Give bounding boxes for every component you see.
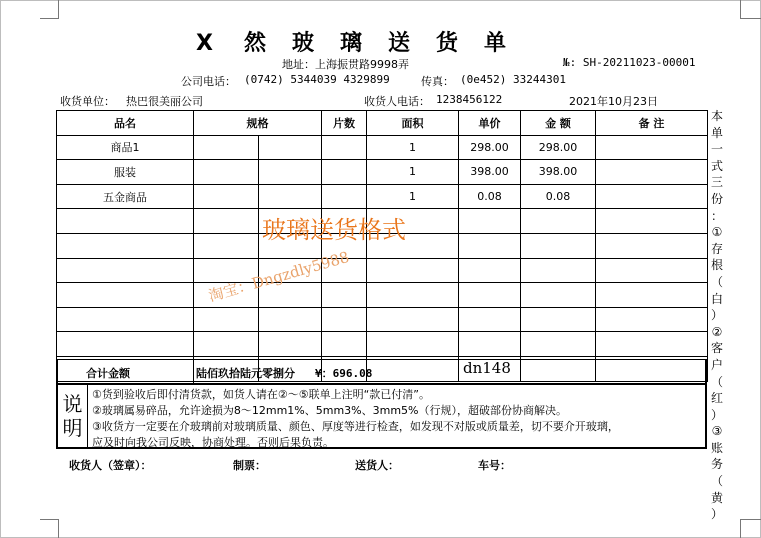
- col-header-area: 面积: [367, 111, 459, 136]
- cell-remarks: [596, 283, 708, 308]
- cell-amount: [521, 307, 596, 332]
- document-number: №: SH-20211023-00001: [563, 56, 696, 69]
- notes-section: [56, 385, 707, 449]
- cell-area: [367, 332, 459, 357]
- table-row: [57, 283, 708, 308]
- total-row: [56, 359, 707, 385]
- cell-spec: [194, 209, 259, 234]
- cell-amount: [521, 332, 596, 357]
- cell-spec-sub: [259, 307, 322, 332]
- cell-unit-price: 298.00: [459, 135, 521, 160]
- cell-remarks: [596, 160, 708, 185]
- receiver-unit: 热巴很美丽公司: [126, 95, 203, 108]
- fax-label: 传真：: [421, 75, 454, 88]
- car-number-label: 车号：: [478, 459, 511, 472]
- cell-pieces: [322, 135, 367, 160]
- col-header-amount: 金 额: [521, 111, 596, 136]
- note-line: ①货到验收后即付清货款，如货人请在②～⑤联单上注明“款已付清”。: [92, 388, 430, 401]
- cell-remarks: [596, 233, 708, 258]
- cell-unit-price: [459, 258, 521, 283]
- cell-name: [57, 258, 194, 283]
- cell-remarks: [596, 209, 708, 234]
- cell-unit-price: [459, 283, 521, 308]
- notes-text: [92, 387, 706, 451]
- total-amount-words: 陆佰玖拾陆元零捌分: [196, 367, 295, 380]
- cell-spec: [194, 160, 259, 185]
- cell-pieces: [322, 160, 367, 185]
- cell-name: 服装: [57, 160, 194, 185]
- total-divider: [193, 360, 194, 384]
- cell-amount: 398.00: [521, 160, 596, 185]
- table-header-row: [57, 111, 708, 136]
- title-char: 货: [436, 31, 459, 56]
- cell-area: [367, 283, 459, 308]
- receiver-signature-label: 收货人（签章）：: [69, 459, 152, 472]
- note-line: ②玻璃属易碎品，允许途损为8～12mm1%、5mm3%、3mm5%（行规），超破部份协商解决。: [92, 404, 567, 417]
- cell-remarks: [596, 332, 708, 357]
- cell-name: [57, 209, 194, 234]
- col-header-unit-price: 单价: [459, 111, 521, 136]
- watermark-title: 玻璃送货格式: [262, 216, 406, 244]
- cell-amount: [521, 233, 596, 258]
- title-char: X: [196, 31, 213, 56]
- note-line: 应及时向我公司反映，协商处理。否则后果负责。: [92, 436, 334, 449]
- total-amount: ¥：696.08: [315, 367, 373, 380]
- cell-amount: 0.08: [521, 184, 596, 209]
- cell-name: 商品1: [57, 135, 194, 160]
- cell-unit-price: [459, 332, 521, 357]
- cell-amount: 298.00: [521, 135, 596, 160]
- date: 2021年10月23日: [569, 95, 658, 108]
- cell-spec: [194, 307, 259, 332]
- company-phone-label: 公司电话：: [181, 75, 236, 88]
- receiver-unit-label: 收货单位：: [60, 95, 115, 108]
- cell-spec-sub: [259, 184, 322, 209]
- title-char: 然: [244, 31, 267, 56]
- cell-spec-sub: [259, 160, 322, 185]
- title-char: 单: [484, 31, 507, 56]
- notes-label: 说 明: [58, 385, 88, 447]
- maker-label: 制票：: [233, 459, 266, 472]
- crop-mark-bottom-left: [40, 519, 59, 538]
- receiver-phone: 1238456122: [436, 93, 503, 106]
- cell-spec-sub: [259, 332, 322, 357]
- watermark-shop: 淘宝：Dngzdly5988: [206, 247, 352, 306]
- cell-area: 1: [367, 184, 459, 209]
- cell-name: [57, 233, 194, 258]
- crop-mark-top-left: [40, 0, 59, 19]
- cell-remarks: [596, 135, 708, 160]
- col-header-remarks: 备 注: [596, 111, 708, 136]
- company-phone: (0742) 5344039 4329899: [244, 73, 390, 86]
- dn-code: dn148: [463, 359, 511, 377]
- receiver-phone-label: 收货人电话：: [364, 95, 430, 108]
- total-label: 合计金额: [86, 367, 130, 380]
- cell-unit-price: [459, 233, 521, 258]
- cell-name: [57, 332, 194, 357]
- table-row: [57, 307, 708, 332]
- deliverer-label: 送货人：: [355, 459, 399, 472]
- copy-distribution-note: 本 单 一 式 三 份 ： ① 存 根 （ 白 ） ② 客 户 （ 红 ） ③ 账 务 （ 黄 ）: [710, 109, 723, 522]
- cell-unit-price: [459, 209, 521, 234]
- table-row: [57, 184, 708, 209]
- cell-spec: [194, 233, 259, 258]
- cell-unit-price: 398.00: [459, 160, 521, 185]
- cell-area: [367, 307, 459, 332]
- cell-amount: [521, 258, 596, 283]
- cell-pieces: [322, 184, 367, 209]
- cell-remarks: [596, 184, 708, 209]
- col-header-spec: 规格: [194, 111, 322, 136]
- cell-spec-sub: [259, 135, 322, 160]
- crop-mark-bottom-right: [740, 519, 761, 538]
- cell-amount: [521, 209, 596, 234]
- table-row: [57, 160, 708, 185]
- cell-name: 五金商品: [57, 184, 194, 209]
- fax-number: (0e452) 33244301: [460, 73, 566, 86]
- cell-pieces: [322, 307, 367, 332]
- cell-unit-price: 0.08: [459, 184, 521, 209]
- note-line: ③收货方一定要在介玻璃前对玻璃质量、颜色、厚度等进行检查，如发现不对版或质量差，切不要介开玻璃，: [92, 420, 619, 433]
- cell-remarks: [596, 307, 708, 332]
- cell-remarks: [596, 258, 708, 283]
- table-row: [57, 332, 708, 357]
- cell-area: [367, 258, 459, 283]
- cell-pieces: [322, 283, 367, 308]
- cell-area: 1: [367, 135, 459, 160]
- col-header-pieces: 片数: [322, 111, 367, 136]
- title-char: 送: [388, 31, 411, 56]
- cell-area: 1: [367, 160, 459, 185]
- document-title: [196, 26, 532, 57]
- title-char: 璃: [340, 31, 363, 56]
- cell-spec: [194, 332, 259, 357]
- cell-unit-price: [459, 307, 521, 332]
- goods-table: [56, 110, 708, 382]
- cell-name: [57, 283, 194, 308]
- crop-mark-top-right: [740, 0, 761, 19]
- cell-spec: [194, 184, 259, 209]
- table-row: [57, 135, 708, 160]
- table-row: [57, 258, 708, 283]
- address: 地址：上海振贯路9998弄: [282, 58, 409, 71]
- cell-spec: [194, 135, 259, 160]
- cell-amount: [521, 283, 596, 308]
- title-char: 玻: [292, 31, 315, 56]
- cell-pieces: [322, 332, 367, 357]
- cell-name: [57, 307, 194, 332]
- col-header-name: 品名: [57, 111, 194, 136]
